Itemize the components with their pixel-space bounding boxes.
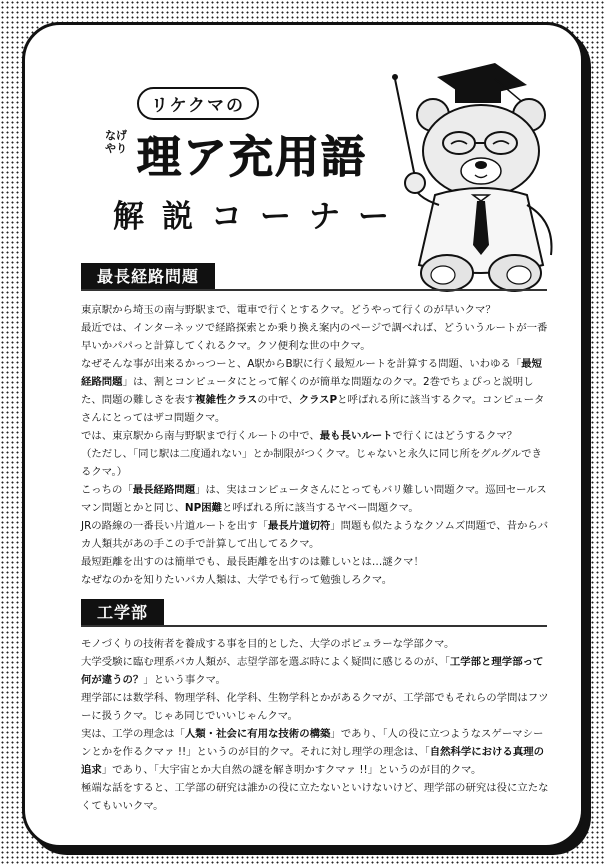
bold-term: 工学部と理学部って何が違うの？ <box>81 656 544 686</box>
paragraph <box>81 653 551 689</box>
section-body-engineering <box>81 635 551 815</box>
bold-term: クラスP <box>298 394 338 406</box>
text-run: 」問題も似たようなクソムズ問題で、昔からバカ人類共があの手この手で計算して出してるクマ。 <box>81 520 549 550</box>
paragraph <box>81 689 551 725</box>
paragraph <box>81 355 551 427</box>
page-subtitle: 解説コーナー <box>113 199 407 235</box>
text-run: 」であり、「大宇宙とか大自然の謎を解き明かすクマァ !!」というのが目的クマ。 <box>101 764 482 776</box>
text-run: 」は、実はコンピュータさんにとってもバリ難しい問題クマ。巡回セールスマン問題とかと同じ、 <box>81 484 547 514</box>
section-heading-longest-path: 最長経路問題 <box>81 263 215 290</box>
text-run: 最短距離を出すのは簡単でも、最長距離を出すのは難しいとは…謎クマ！ <box>81 556 424 568</box>
paragraph <box>81 427 551 445</box>
paragraph <box>81 635 551 653</box>
section-body-longest-path <box>81 301 551 589</box>
bold-term: 最長経路問題 <box>132 484 196 496</box>
section-divider <box>81 625 547 627</box>
section-divider <box>81 289 547 291</box>
text-run: で行くにはどうするクマ？ <box>392 430 518 442</box>
text-run: 極端な話をすると、工学部の研究は誰かの役に立たないといけないけど、理学部の研究は役に立たなくてもいいクマ。 <box>81 782 549 812</box>
text-run: モノづくりの技術者を養成する事を目的とした、大学のポピュラーな学部クマ。 <box>81 638 455 650</box>
bold-term: 複雑性クラス <box>195 394 258 406</box>
bold-term: NP困難 <box>184 502 222 514</box>
text-run: では、東京駅から南与野駅まで行くルートの中で、 <box>81 430 320 442</box>
paragraph <box>81 553 551 571</box>
bold-term: 最短経路問題 <box>81 358 543 388</box>
paragraph <box>81 445 551 481</box>
bold-term: 最も長いルート <box>319 430 393 442</box>
text-run: JRの路線の一番長い片道ルートを出す「 <box>81 520 268 532</box>
text-run: なぜそんな事が出来るかっつーと、A駅からB駅に行く最短ルートを計算する問題、いわゆる「 <box>81 358 522 370</box>
explainer-panel <box>22 22 584 848</box>
text-run: 理学部には数学科、物理学科、化学科、生物学科とかがあるクマが、工学部でもそれらの学問はフツーに扱うクマ。じゃあ同じでいいじゃんクマ。 <box>81 692 549 722</box>
text-run: 実は、工学の理念は「 <box>81 728 185 740</box>
title-block <box>75 87 407 237</box>
text-run: 」という事クマ。 <box>143 674 226 686</box>
bear-mascot-illustration <box>377 59 577 309</box>
paragraph <box>81 725 551 779</box>
text-run: 最近では、インターネッツで経路探索とか乗り換え案内のページで調べれば、どういうルートが一番早いかパパっと計算してくれるクマ。クソ便利な世の中クマ。 <box>81 322 548 352</box>
paragraph <box>81 779 551 815</box>
paragraph <box>81 517 551 553</box>
text-run: の中で、 <box>257 394 299 406</box>
text-run: 」であり、「人の役に立つようなスゲーマシーンとかを作るクマァ !!」というのが目的クマ。それに対し理学の理念は、「 <box>81 728 544 758</box>
page-title: 理ア充用語 <box>137 132 367 183</box>
bold-term: 最長片道切符 <box>267 520 331 532</box>
paragraph <box>81 301 551 319</box>
paragraph <box>81 571 551 589</box>
title-nayari-label: なげやり <box>105 129 127 155</box>
text-run: 東京駅から埼玉の南与野駅まで、電車で行くとするクマ。どうやって行くのが早いクマ？ <box>81 304 496 316</box>
text-run: と呼ばれる所に該当するヤベー問題クマ。 <box>222 502 419 514</box>
section-heading-engineering: 工学部 <box>81 599 164 626</box>
text-run: 大学受験に臨む理系バカ人類が、志望学部を選ぶ時によく疑問に感じるのが、「 <box>81 656 450 668</box>
paragraph <box>81 481 551 517</box>
bold-term: 自然科学における真理の追求 <box>81 746 544 776</box>
text-run: 」は、割とコンピュータにとって解くのが簡単な問題なのクマ。2巻でちょぴっと説明した、問題の難しさを表す <box>81 376 534 406</box>
title-bubble: リケクマの <box>137 87 259 120</box>
text-run: なぜなのかを知りたいバカ人類は、大学でも行って勉強しろクマ。 <box>81 574 393 586</box>
text-run: と呼ばれる所に該当するクマ。コンピュータさんにとってはザコ問題クマ。 <box>81 394 545 424</box>
text-run: （ただし、「同じ駅は二度通れない」とか制限がつくクマ。じゃないと永久に同じ所をグルグルできるクマ。） <box>81 448 542 478</box>
paragraph <box>81 319 551 355</box>
bold-term: 人類・社会に有用な技術の構築 <box>184 728 331 740</box>
text-run: こっちの「 <box>81 484 133 496</box>
